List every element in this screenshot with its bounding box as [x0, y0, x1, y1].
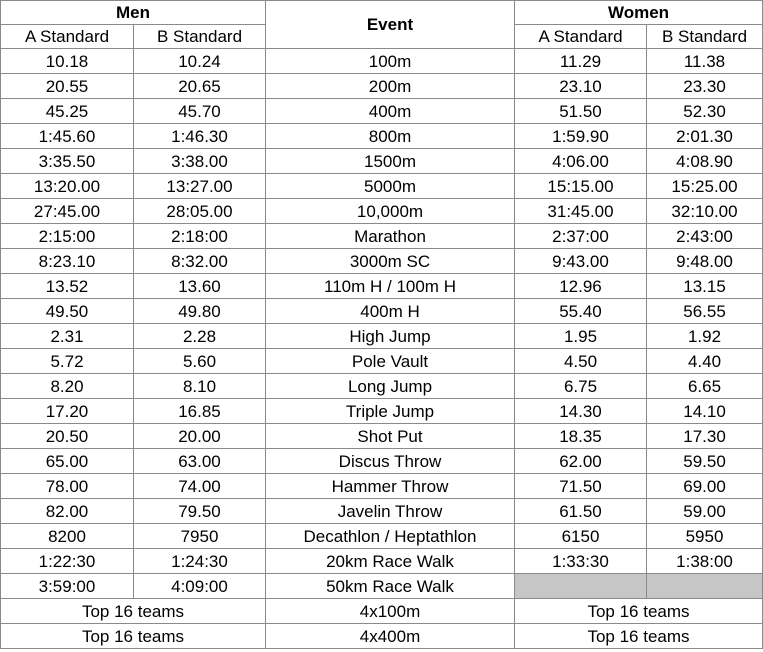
relay-row [1, 624, 763, 649]
women-a-standard-cell: 55.40 [515, 299, 647, 324]
men-b-standard-cell: 4:09:00 [134, 574, 266, 599]
women-b-standard-cell: 59.00 [647, 499, 763, 524]
women-b-standard-cell: 17.30 [647, 424, 763, 449]
event-cell: Discus Throw [266, 449, 515, 474]
women-b-standard-cell: 5950 [647, 524, 763, 549]
table-row [1, 199, 763, 224]
women-a-standard-cell: 12.96 [515, 274, 647, 299]
men-a-standard-cell: 10.18 [1, 49, 134, 74]
men-b-standard-cell: 49.80 [134, 299, 266, 324]
men-b-standard-cell: 63.00 [134, 449, 266, 474]
event-cell: 110m H / 100m H [266, 274, 515, 299]
event-cell: Triple Jump [266, 399, 515, 424]
women-a-standard-cell: 18.35 [515, 424, 647, 449]
event-cell: High Jump [266, 324, 515, 349]
table-row [1, 574, 763, 599]
women-a-standard-cell: 51.50 [515, 99, 647, 124]
table-row [1, 399, 763, 424]
women-relay-cell: Top 16 teams [515, 599, 763, 624]
women-a-standard-cell [515, 574, 647, 599]
event-cell: Shot Put [266, 424, 515, 449]
women-a-standard-cell: 31:45.00 [515, 199, 647, 224]
women-b-standard-cell: 59.50 [647, 449, 763, 474]
table-row [1, 249, 763, 274]
men-b-standard-cell: 45.70 [134, 99, 266, 124]
table-row [1, 524, 763, 549]
men-a-standard-cell: 8200 [1, 524, 134, 549]
men-a-standard-cell: 13:20.00 [1, 174, 134, 199]
men-b-standard-cell: 13:27.00 [134, 174, 266, 199]
women-b-standard-cell [647, 574, 763, 599]
women-a-standard-cell: 9:43.00 [515, 249, 647, 274]
table-row [1, 299, 763, 324]
men-b-standard-cell: 16.85 [134, 399, 266, 424]
table-row [1, 549, 763, 574]
table-row [1, 424, 763, 449]
event-cell: 4x400m [266, 624, 515, 649]
women-a-standard-cell: 14.30 [515, 399, 647, 424]
men-a-standard-cell: 49.50 [1, 299, 134, 324]
event-cell: Hammer Throw [266, 474, 515, 499]
table-row [1, 49, 763, 74]
women-a-standard-cell: 6150 [515, 524, 647, 549]
table-row [1, 74, 763, 99]
men-b-standard-cell: 13.60 [134, 274, 266, 299]
women-a-standard-cell: 15:15.00 [515, 174, 647, 199]
women-a-standard-cell: 2:37:00 [515, 224, 647, 249]
event-cell: 3000m SC [266, 249, 515, 274]
men-a-standard-cell: 1:45.60 [1, 124, 134, 149]
women-a-standard-cell: 4:06.00 [515, 149, 647, 174]
event-cell: 1500m [266, 149, 515, 174]
table-row [1, 224, 763, 249]
table-row [1, 324, 763, 349]
men-a-standard-cell: 3:35.50 [1, 149, 134, 174]
women-a-standard-cell: 71.50 [515, 474, 647, 499]
men-a-standard-cell: 8:23.10 [1, 249, 134, 274]
table-row [1, 99, 763, 124]
event-cell: 50km Race Walk [266, 574, 515, 599]
women-b-standard-cell: 6.65 [647, 374, 763, 399]
table-row [1, 149, 763, 174]
men-a-standard-cell: 17.20 [1, 399, 134, 424]
relay-row [1, 599, 763, 624]
men-b-standard-cell: 2:18:00 [134, 224, 266, 249]
women-b-standard-cell: 2:43:00 [647, 224, 763, 249]
men-b-standard-cell: 2.28 [134, 324, 266, 349]
header-row-groups [1, 1, 763, 25]
men-a-standard-cell: 78.00 [1, 474, 134, 499]
men-a-standard-cell: 13.52 [1, 274, 134, 299]
women-a-standard-cell: 1:33:30 [515, 549, 647, 574]
women-b-standard-cell: 1:38:00 [647, 549, 763, 574]
women-b-standard-cell: 52.30 [647, 99, 763, 124]
men-a-standard-cell: 3:59:00 [1, 574, 134, 599]
men-a-standard-cell: 2:15:00 [1, 224, 134, 249]
men-a-standard-cell: 5.72 [1, 349, 134, 374]
event-cell: 200m [266, 74, 515, 99]
event-cell: 5000m [266, 174, 515, 199]
men-b-standard-header: B Standard [134, 25, 266, 49]
men-b-standard-cell: 3:38.00 [134, 149, 266, 174]
women-a-standard-header: A Standard [515, 25, 647, 49]
event-cell: 800m [266, 124, 515, 149]
men-b-standard-cell: 1:46.30 [134, 124, 266, 149]
event-cell: Pole Vault [266, 349, 515, 374]
men-b-standard-cell: 28:05.00 [134, 199, 266, 224]
men-a-standard-cell: 2.31 [1, 324, 134, 349]
event-cell: 400m [266, 99, 515, 124]
women-b-standard-cell: 2:01.30 [647, 124, 763, 149]
event-cell: 100m [266, 49, 515, 74]
men-a-standard-cell: 20.50 [1, 424, 134, 449]
men-a-standard-cell: 8.20 [1, 374, 134, 399]
women-a-standard-cell: 4.50 [515, 349, 647, 374]
men-b-standard-cell: 7950 [134, 524, 266, 549]
table-row [1, 374, 763, 399]
men-b-standard-cell: 8.10 [134, 374, 266, 399]
women-b-standard-cell: 56.55 [647, 299, 763, 324]
event-cell: 20km Race Walk [266, 549, 515, 574]
women-a-standard-cell: 6.75 [515, 374, 647, 399]
women-b-standard-cell: 13.15 [647, 274, 763, 299]
women-a-standard-cell: 1:59.90 [515, 124, 647, 149]
men-b-standard-cell: 1:24:30 [134, 549, 266, 574]
women-b-standard-cell: 9:48.00 [647, 249, 763, 274]
men-b-standard-cell: 10.24 [134, 49, 266, 74]
event-cell: Marathon [266, 224, 515, 249]
men-b-standard-cell: 5.60 [134, 349, 266, 374]
men-relay-cell: Top 16 teams [1, 599, 266, 624]
women-a-standard-cell: 62.00 [515, 449, 647, 474]
women-a-standard-cell: 1.95 [515, 324, 647, 349]
women-relay-cell: Top 16 teams [515, 624, 763, 649]
women-b-standard-cell: 23.30 [647, 74, 763, 99]
women-b-standard-cell: 1.92 [647, 324, 763, 349]
women-b-standard-cell: 15:25.00 [647, 174, 763, 199]
event-cell: 10,000m [266, 199, 515, 224]
table-row [1, 124, 763, 149]
table-row [1, 349, 763, 374]
table-row [1, 449, 763, 474]
men-b-standard-cell: 8:32.00 [134, 249, 266, 274]
table-row [1, 474, 763, 499]
men-a-standard-header: A Standard [1, 25, 134, 49]
men-a-standard-cell: 27:45.00 [1, 199, 134, 224]
women-a-standard-cell: 23.10 [515, 74, 647, 99]
women-b-standard-cell: 14.10 [647, 399, 763, 424]
men-b-standard-cell: 74.00 [134, 474, 266, 499]
event-cell: Javelin Throw [266, 499, 515, 524]
event-cell: Decathlon / Heptathlon [266, 524, 515, 549]
men-b-standard-cell: 79.50 [134, 499, 266, 524]
women-header: Women [515, 1, 763, 25]
women-a-standard-cell: 11.29 [515, 49, 647, 74]
men-relay-cell: Top 16 teams [1, 624, 266, 649]
men-a-standard-cell: 1:22:30 [1, 549, 134, 574]
table-body [1, 49, 763, 649]
men-a-standard-cell: 20.55 [1, 74, 134, 99]
women-b-standard-cell: 11.38 [647, 49, 763, 74]
women-b-standard-cell: 4:08.90 [647, 149, 763, 174]
event-cell: Long Jump [266, 374, 515, 399]
event-cell: 4x100m [266, 599, 515, 624]
men-b-standard-cell: 20.65 [134, 74, 266, 99]
men-b-standard-cell: 20.00 [134, 424, 266, 449]
table-row [1, 274, 763, 299]
women-b-standard-cell: 4.40 [647, 349, 763, 374]
event-cell: 400m H [266, 299, 515, 324]
event-header: Event [266, 1, 515, 49]
table-row [1, 174, 763, 199]
table-row [1, 499, 763, 524]
men-a-standard-cell: 82.00 [1, 499, 134, 524]
women-b-standard-header: B Standard [647, 25, 763, 49]
women-a-standard-cell: 61.50 [515, 499, 647, 524]
men-a-standard-cell: 65.00 [1, 449, 134, 474]
men-header: Men [1, 1, 266, 25]
women-b-standard-cell: 69.00 [647, 474, 763, 499]
men-a-standard-cell: 45.25 [1, 99, 134, 124]
women-b-standard-cell: 32:10.00 [647, 199, 763, 224]
